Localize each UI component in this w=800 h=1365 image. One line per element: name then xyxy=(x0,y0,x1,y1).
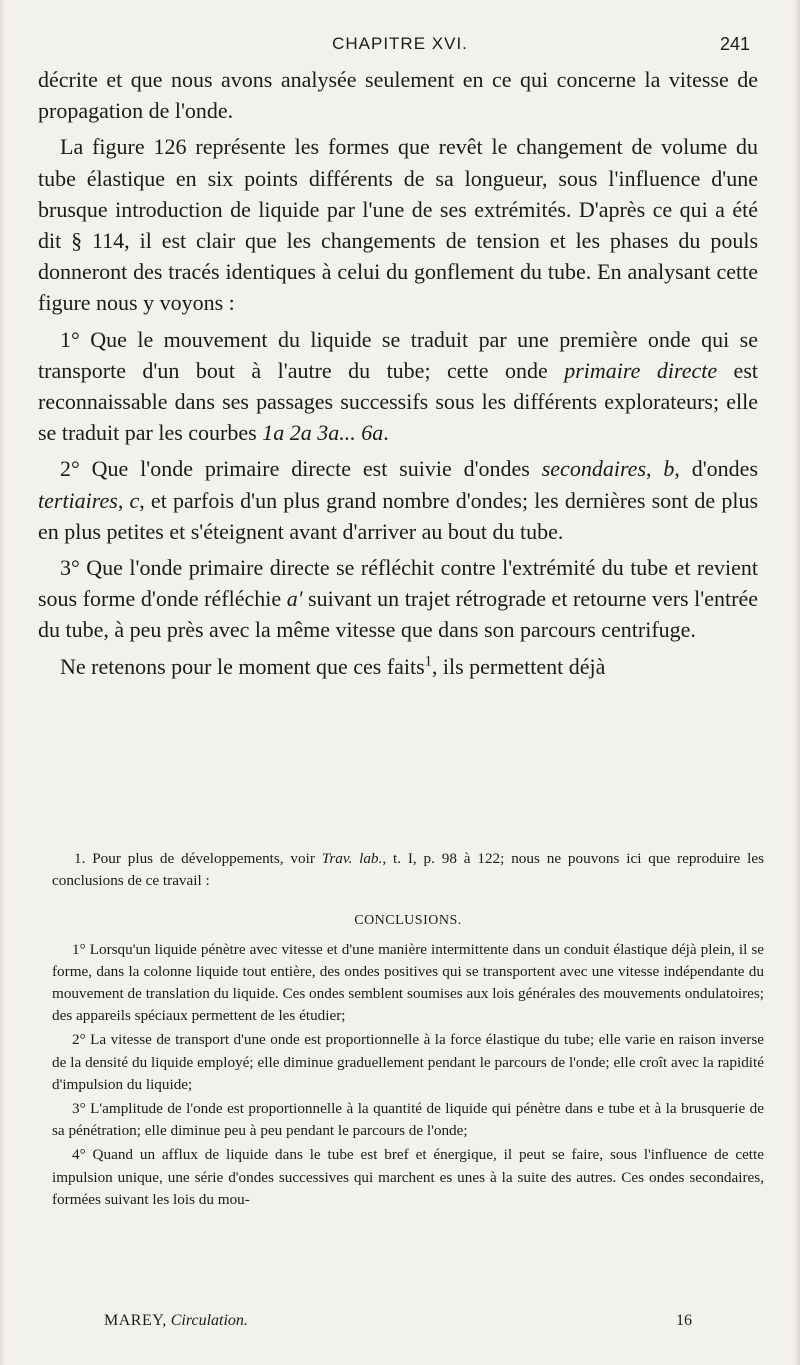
chapter-title: CHAPITRE XVI. xyxy=(332,34,468,53)
paragraph-text: est reconnaissable dans ses passages successifs sous les différents explorateurs; elle se traduit par les courbes xyxy=(38,357,758,446)
paragraph-emphasis: primaire directe xyxy=(564,357,718,383)
footnote-ref: 1 xyxy=(424,653,432,670)
paragraph-emphasis: tertiaires xyxy=(38,487,118,513)
paragraph-text: , xyxy=(117,487,130,513)
paragraph xyxy=(38,64,758,126)
conclusion-item: 4° Quand un afflux de liquide dans le tube est bref et énergique, il peut se faire, sous l'influence de cette impulsion unique, une série d'ondes successives qui marchent es unes à la suite des autres. Ces ondes secondaires, formées suivant les lois du mou- xyxy=(52,1146,764,1208)
paragraph-text: , xyxy=(646,456,664,482)
conclusion-item: 2° La vitesse de transport d'une onde est proportionnelle à la force élastique du tube; elle varie en raison inverse de la densité du liquide employé; elle diminue graduellement pendant le parcours de l'onde; elle croît avec la rapidité d'impulsion du liquide; xyxy=(52,1031,764,1093)
paragraph-text: Ne retenons pour le moment que ces faits xyxy=(60,653,425,679)
running-head xyxy=(40,34,760,58)
paragraph-text: 1° Que le mouvement du liquide se traduit par une première onde qui se transporte d'un bout à l'autre du tube; cette onde xyxy=(38,326,758,383)
paragraph-emphasis: 1a 2a 3a... 6a xyxy=(262,420,384,446)
footer-title: Circulation. xyxy=(170,1312,248,1329)
paragraph-text: suivant un trajet rétrograde et retourne vers l'entrée du tube, à peu près avec la même vitesse que dans son parcours centrifuge. xyxy=(38,586,758,643)
page-edge-left xyxy=(0,0,6,1365)
paragraph-text: 3° Que l'onde primaire directe se réfléchit contre l'extrémité du tube et revient sous forme d'onde réfléchie xyxy=(38,555,758,612)
main-text xyxy=(38,64,758,686)
paragraph xyxy=(38,651,758,682)
paragraph-text: La figure 126 représente les formes que revêt le changement de volume du tube élastique en six points différents de sa longueur, sous l'influence d'une brusque introduction de liquide par l'une de ses extrémités. D'après ce qui a été dit § 114, il est clair que les changements de tension et les phases du pouls donneront des tracés identiques à celui du gonflement du tube. En analysant cette figure nous y voyons : xyxy=(38,134,758,316)
paragraph-emphasis: secondaires xyxy=(541,456,647,482)
footer-author: MAREY, xyxy=(104,1312,167,1329)
paragraph xyxy=(38,131,758,318)
signature-mark: 16 xyxy=(676,1312,692,1329)
paragraph-emphasis: b xyxy=(663,456,675,482)
conclusions-heading: CONCLUSIONS. xyxy=(354,913,462,929)
paragraph-text: 2° Que l'onde primaire directe est suivie d'ondes xyxy=(60,456,542,482)
paragraph-text: , et parfois d'un plus grand nombre d'ondes; les dernières sont de plus en plus petites et s'éteignent avant d'arriver au bout du tube. xyxy=(38,487,758,544)
footnote-text: 1. Pour plus de développements, voir xyxy=(74,850,322,867)
page-number: 241 xyxy=(719,34,750,54)
footnote-text: , t. I, p. 98 à 122; nous ne pouvons ici que reproduire les conclusions de ce travail : xyxy=(52,850,765,890)
paragraph xyxy=(38,324,758,449)
paragraph-emphasis: a' xyxy=(286,586,303,612)
footnotes xyxy=(52,848,764,1213)
page-edge-right xyxy=(794,0,800,1365)
paragraph xyxy=(38,453,758,547)
footnote-emphasis: Trav. lab. xyxy=(321,850,383,867)
page-footer xyxy=(104,1312,704,1334)
footnote-1 xyxy=(52,848,764,892)
paragraph-text: , ils permettent déjà xyxy=(431,653,606,679)
paragraph xyxy=(38,552,758,646)
paragraph-text: décrite et que nous avons analysée seulement en ce qui concerne la vitesse de propagation de l'onde. xyxy=(38,67,758,124)
conclusion-item: 3° L'amplitude de l'onde est proportionnelle à la quantité de liquide qui pénètre dans e tube et à la brusquerie de sa pénétration; elle diminue peu à peu pendant le parcours de l'onde; xyxy=(52,1100,764,1140)
paragraph-text: , d'ondes xyxy=(674,456,759,482)
paragraph-text: . xyxy=(383,420,389,446)
paragraph-emphasis: c xyxy=(129,487,140,513)
conclusion-item: 1° Lorsqu'un liquide pénètre avec vitesse et d'une manière intermittente dans un conduit élastique déjà plein, il se forme, dans la colonne liquide tout entière, des ondes positives qui se transportent avec une vitesse indépendante du mouvement de translation du liquide. Ces ondes semblent soumises aux lois générales des mouvements ondulatoires; des appareils spéciaux permettent de les étudier; xyxy=(52,940,764,1025)
